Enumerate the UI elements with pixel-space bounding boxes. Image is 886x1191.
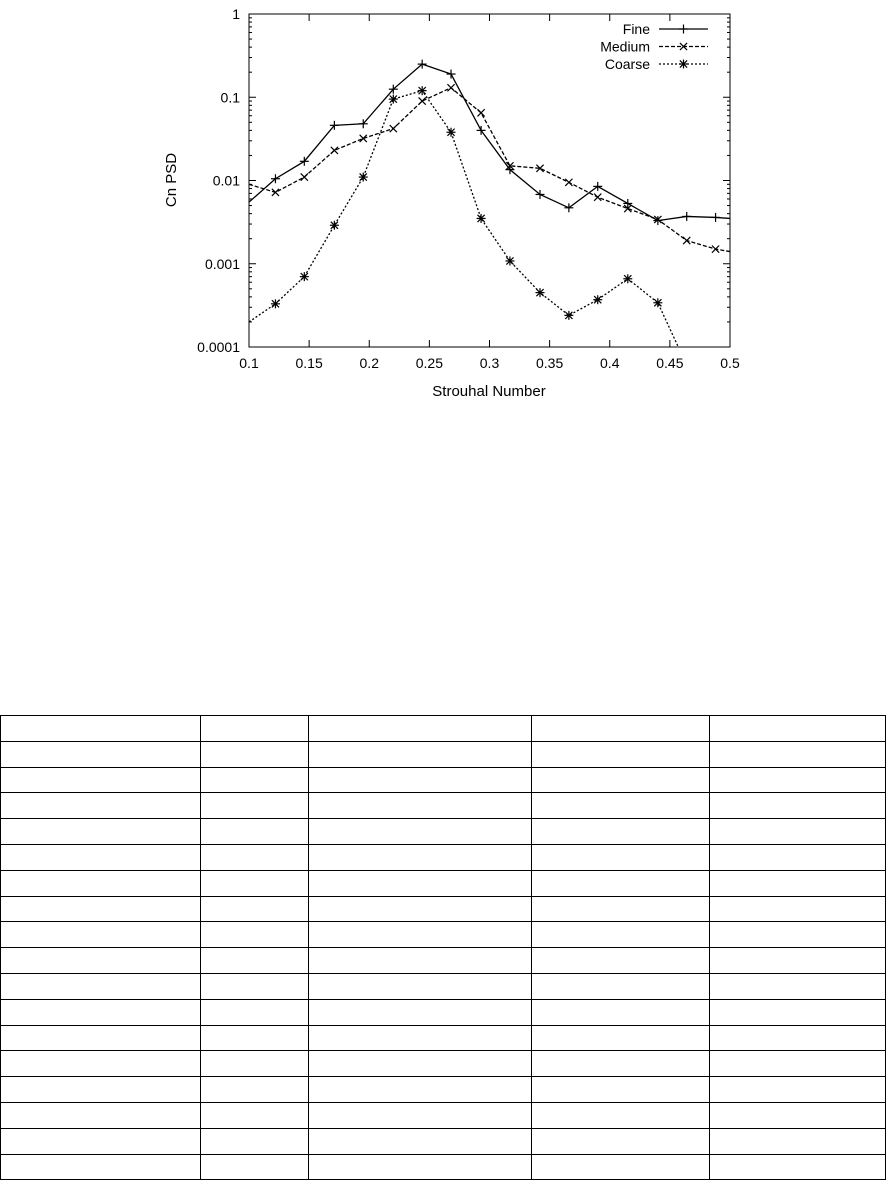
- table-cell: [1, 767, 201, 793]
- table-cell: [201, 1051, 309, 1077]
- table-cell: [1, 1077, 201, 1103]
- data-point-coarse: [536, 288, 545, 297]
- table-cell: [309, 1128, 532, 1154]
- data-point-coarse: [623, 274, 632, 283]
- table-cell: [309, 896, 532, 922]
- table-cell: [532, 1154, 710, 1180]
- table-cell: [201, 1128, 309, 1154]
- table-cell: [532, 1102, 710, 1128]
- table-cell: [1, 1025, 201, 1051]
- table-cell: [710, 1077, 886, 1103]
- table-cell: [710, 948, 886, 974]
- table-cell: [309, 1102, 532, 1128]
- table-row: [1, 1051, 886, 1077]
- table-cell: [201, 1102, 309, 1128]
- data-table: [0, 715, 886, 1180]
- table-cell: [710, 1025, 886, 1051]
- legend-label: Coarse: [604, 56, 650, 72]
- table-cell: [201, 922, 309, 948]
- table-cell: [201, 793, 309, 819]
- table-cell: [309, 1154, 532, 1180]
- table-cell: [532, 1051, 710, 1077]
- table-cell: [532, 896, 710, 922]
- table-cell: [1, 999, 201, 1025]
- table-cell: [309, 1077, 532, 1103]
- table-cell: [532, 1025, 710, 1051]
- legend-label: Medium: [600, 38, 650, 55]
- data-point-medium: [331, 147, 338, 154]
- table-cell: [710, 999, 886, 1025]
- table-cell: [201, 767, 309, 793]
- table-cell: [201, 999, 309, 1025]
- x-tick-label: 0.2: [359, 355, 379, 371]
- table-cell: [1, 716, 201, 742]
- table-cell: [201, 741, 309, 767]
- x-tick-label: 0.3: [479, 355, 500, 371]
- table-cell: [309, 767, 532, 793]
- data-point-medium: [594, 194, 601, 201]
- data-point-medium: [477, 109, 484, 116]
- table-cell: [532, 999, 710, 1025]
- y-tick-label: 1: [232, 6, 240, 22]
- table-cell: [710, 1128, 886, 1154]
- x-tick-label: 0.15: [295, 355, 323, 371]
- table-row: [1, 948, 886, 974]
- table-cell: [1, 1154, 201, 1180]
- series-line-fine: [249, 64, 730, 220]
- data-point-fine: [477, 126, 486, 135]
- table-row: [1, 1128, 886, 1154]
- table-cell: [201, 870, 309, 896]
- x-tick-label: 0.5: [720, 355, 740, 371]
- table-cell: [1, 819, 201, 845]
- legend-marker: [679, 25, 688, 34]
- table-row: [1, 1025, 886, 1051]
- table-cell: [710, 819, 886, 845]
- x-tick-label: 0.35: [536, 355, 564, 371]
- y-axis-label: Cn PSD: [163, 152, 180, 208]
- table-cell: [710, 1102, 886, 1128]
- data-point-medium: [565, 179, 572, 186]
- table-cell: [1, 741, 201, 767]
- data-point-coarse: [300, 272, 309, 281]
- data-point-medium: [301, 173, 308, 180]
- data-point-coarse: [593, 295, 602, 304]
- table-cell: [532, 922, 710, 948]
- table-cell: [309, 793, 532, 819]
- table-row: [1, 741, 886, 767]
- data-point-coarse: [505, 256, 514, 265]
- table-cell: [710, 896, 886, 922]
- data-point-fine: [653, 216, 662, 225]
- table-cell: [1, 1051, 201, 1077]
- chart: [0, 0, 886, 410]
- y-tick-label: 0.1: [220, 89, 240, 106]
- table-cell: [201, 819, 309, 845]
- table-cell: [1, 1102, 201, 1128]
- x-tick-label: 0.25: [415, 355, 443, 371]
- table-cell: [532, 767, 710, 793]
- table-cell: [532, 948, 710, 974]
- data-point-coarse: [564, 311, 573, 320]
- y-tick-label: 0.01: [212, 172, 240, 189]
- y-tick-label: 0.001: [204, 255, 240, 272]
- table-cell: [710, 844, 886, 870]
- table-cell: [710, 922, 886, 948]
- table-cell: [309, 999, 532, 1025]
- table-cell: [201, 1154, 309, 1180]
- table-cell: [201, 716, 309, 742]
- data-point-coarse: [359, 173, 368, 182]
- table-cell: [1, 844, 201, 870]
- table-cell: [710, 767, 886, 793]
- data-point-coarse: [330, 221, 339, 230]
- legend: [600, 21, 708, 72]
- table-cell: [201, 896, 309, 922]
- data-point-coarse: [389, 95, 398, 104]
- table-cell: [309, 870, 532, 896]
- data-point-medium: [272, 189, 279, 196]
- table-cell: [532, 716, 710, 742]
- table-cell: [532, 741, 710, 767]
- data-point-medium: [683, 237, 690, 244]
- data-point-coarse: [271, 299, 280, 308]
- plot-frame: [249, 14, 730, 347]
- table-cell: [309, 741, 532, 767]
- table-cell: [309, 922, 532, 948]
- table-cell: [710, 973, 886, 999]
- table-cell: [1, 973, 201, 999]
- data-point-medium: [447, 84, 454, 91]
- data-point-fine: [564, 203, 573, 212]
- x-tick-label: 0.4: [600, 355, 620, 371]
- table-row: [1, 973, 886, 999]
- table-cell: [1, 896, 201, 922]
- table-cell: [1, 1128, 201, 1154]
- data-point-medium: [390, 125, 397, 132]
- table-row: [1, 922, 886, 948]
- table-cell: [710, 1154, 886, 1180]
- table-cell: [309, 844, 532, 870]
- table-row: [1, 1077, 886, 1103]
- data-point-medium: [419, 97, 426, 104]
- table-cell: [532, 844, 710, 870]
- table-cell: [309, 819, 532, 845]
- data-point-coarse: [447, 128, 456, 137]
- table-cell: [201, 973, 309, 999]
- table-cell: [1, 793, 201, 819]
- table-cell: [309, 716, 532, 742]
- data-point-coarse: [418, 86, 427, 95]
- table-cell: [201, 1025, 309, 1051]
- table-cell: [532, 870, 710, 896]
- series-line-coarse: [249, 91, 678, 347]
- data-point-fine: [447, 70, 456, 79]
- table-cell: [201, 1077, 309, 1103]
- table-cell: [710, 716, 886, 742]
- table-row: [1, 716, 886, 742]
- legend-marker: [679, 60, 688, 69]
- table-cell: [532, 973, 710, 999]
- table-row: [1, 819, 886, 845]
- data-point-coarse: [653, 298, 662, 307]
- table-cell: [532, 1077, 710, 1103]
- table-cell: [309, 948, 532, 974]
- table-cell: [532, 819, 710, 845]
- data-point-coarse: [477, 214, 486, 223]
- x-axis-label: Strouhal Number: [432, 383, 546, 400]
- data-point-medium: [360, 135, 367, 142]
- table-cell: [201, 844, 309, 870]
- table-cell: [1, 948, 201, 974]
- table-row: [1, 1102, 886, 1128]
- table-cell: [1, 922, 201, 948]
- table-row: [1, 1154, 886, 1180]
- y-tick-label: 0.0001: [197, 339, 240, 355]
- series-line-medium: [249, 88, 730, 252]
- table-cell: [532, 793, 710, 819]
- table-row: [1, 844, 886, 870]
- table-cell: [710, 793, 886, 819]
- data-point-fine: [593, 182, 602, 191]
- table-row: [1, 999, 886, 1025]
- table-row: [1, 896, 886, 922]
- table-cell: [710, 1051, 886, 1077]
- table-cell: [710, 870, 886, 896]
- table-row: [1, 793, 886, 819]
- table-cell: [1, 870, 201, 896]
- table-cell: [309, 1051, 532, 1077]
- table-cell: [532, 1128, 710, 1154]
- data-point-fine: [682, 212, 691, 221]
- legend-label: Fine: [622, 21, 650, 37]
- table-cell: [710, 741, 886, 767]
- table-cell: [201, 948, 309, 974]
- x-tick-label: 0.45: [656, 355, 684, 371]
- data-point-fine: [711, 213, 720, 222]
- table-row: [1, 767, 886, 793]
- x-tick-label: 0.1: [239, 355, 259, 371]
- table-cell: [309, 973, 532, 999]
- table-row: [1, 870, 886, 896]
- data-point-fine: [623, 199, 632, 208]
- table-cell: [309, 1025, 532, 1051]
